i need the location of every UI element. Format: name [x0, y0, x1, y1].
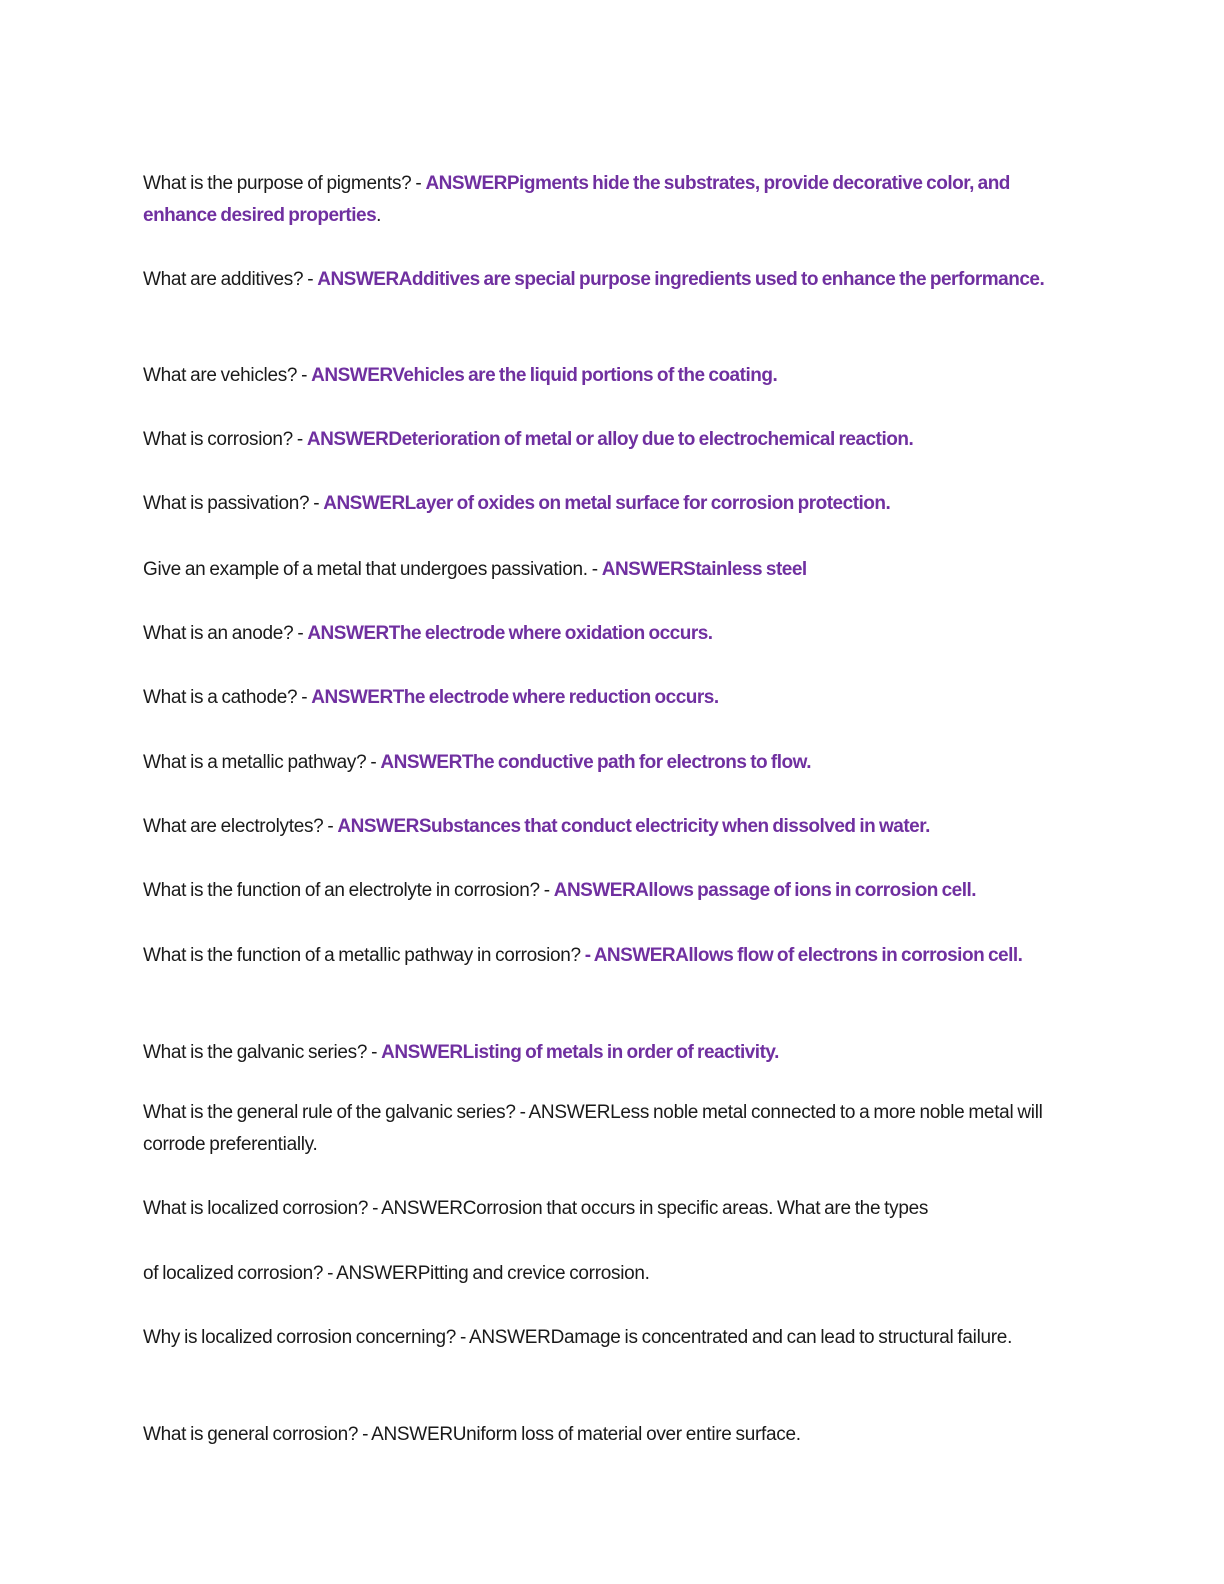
qa-item — [143, 1322, 1073, 1354]
qa-item — [143, 1193, 1073, 1225]
qa-item — [143, 424, 1073, 456]
qa-item — [143, 360, 1073, 392]
answer-text: - ANSWERAllows flow of electrons in corrosion cell. — [584, 945, 1023, 966]
question-text: What is general corrosion? - — [143, 1424, 372, 1445]
question-text: What is the function of a metallic pathway in corrosion? — [143, 945, 585, 966]
qa-item — [143, 747, 1073, 779]
question-text: What is a metallic pathway? - — [143, 752, 381, 773]
qa-item — [143, 554, 1073, 586]
qa-item — [143, 682, 1073, 714]
qa-item — [143, 1258, 1073, 1290]
answer-text: ANSWERDeterioration of metal or alloy due to electrochemical reaction. — [306, 429, 914, 450]
qa-item — [143, 488, 1073, 520]
answer-text: ANSWERUniform loss of material over entire surface. — [371, 1424, 801, 1445]
question-text: What is the general rule of the galvanic series? - — [143, 1102, 529, 1123]
answer-text: ANSWERThe electrode where reduction occurs. — [311, 687, 719, 708]
qa-item — [143, 811, 1073, 843]
question-text: What is localized corrosion? - — [143, 1198, 382, 1219]
answer-text: ANSWERLayer of oxides on metal surface for corrosion protection. — [323, 493, 891, 514]
qa-item — [143, 1419, 1073, 1451]
question-text: What is passivation? - — [143, 493, 324, 514]
question-text: What are vehicles? - — [143, 365, 312, 386]
answer-text: ANSWERSubstances that conduct electricity when dissolved in water. — [337, 816, 930, 837]
qa-item — [143, 618, 1073, 650]
answer-text: ANSWERLess noble metal connected to a more noble metal will corrode preferentially. — [143, 1102, 1043, 1155]
question-text: What is corrosion? - — [143, 429, 307, 450]
answer-text: ANSWERThe electrode where oxidation occurs. — [307, 623, 713, 644]
qa-item — [143, 875, 1073, 907]
question-text: What are additives? - — [143, 269, 318, 290]
question-text: of localized corrosion? - — [143, 1263, 337, 1284]
answer-text: ANSWERCorrosion that occurs in specific areas. What are the types — [381, 1198, 929, 1219]
qa-item — [143, 1037, 1073, 1069]
answer-text: ANSWERStainless steel — [601, 559, 807, 580]
question-text: What is an anode? - — [143, 623, 308, 644]
qa-item — [143, 264, 1073, 296]
question-text: Give an example of a metal that undergoes passivation. - — [143, 559, 602, 580]
answer-text: ANSWERListing of metals in order of reactivity. — [381, 1042, 779, 1063]
question-text: What are electrolytes? - — [143, 816, 338, 837]
question-text: Why is localized corrosion concerning? - — [143, 1327, 469, 1348]
answer-text: ANSWERAllows passage of ions in corrosion cell. — [553, 880, 977, 901]
answer-text: ANSWERVehicles are the liquid portions of the coating. — [311, 365, 778, 386]
answer-tail: . — [376, 205, 382, 226]
answer-text: ANSWERPigments hide the substrates, provide decorative color, and enhance desired properties — [143, 173, 1010, 226]
qa-item — [143, 168, 1073, 232]
question-text: What is the purpose of pigments? - — [143, 173, 426, 194]
question-text: What is the function of an electrolyte in corrosion? - — [143, 880, 554, 901]
answer-text: ANSWERPitting and crevice corrosion. — [336, 1263, 650, 1284]
answer-text: ANSWERDamage is concentrated and can lead to structural failure. — [468, 1327, 1013, 1348]
question-text: What is a cathode? - — [143, 687, 312, 708]
qa-item — [143, 940, 1073, 972]
question-text: What is the galvanic series? - — [143, 1042, 382, 1063]
answer-text: ANSWERAdditives are special purpose ingredients used to enhance the performance. — [317, 269, 1045, 290]
answer-text: ANSWERThe conductive path for electrons to flow. — [380, 752, 811, 773]
qa-item — [143, 1097, 1073, 1161]
